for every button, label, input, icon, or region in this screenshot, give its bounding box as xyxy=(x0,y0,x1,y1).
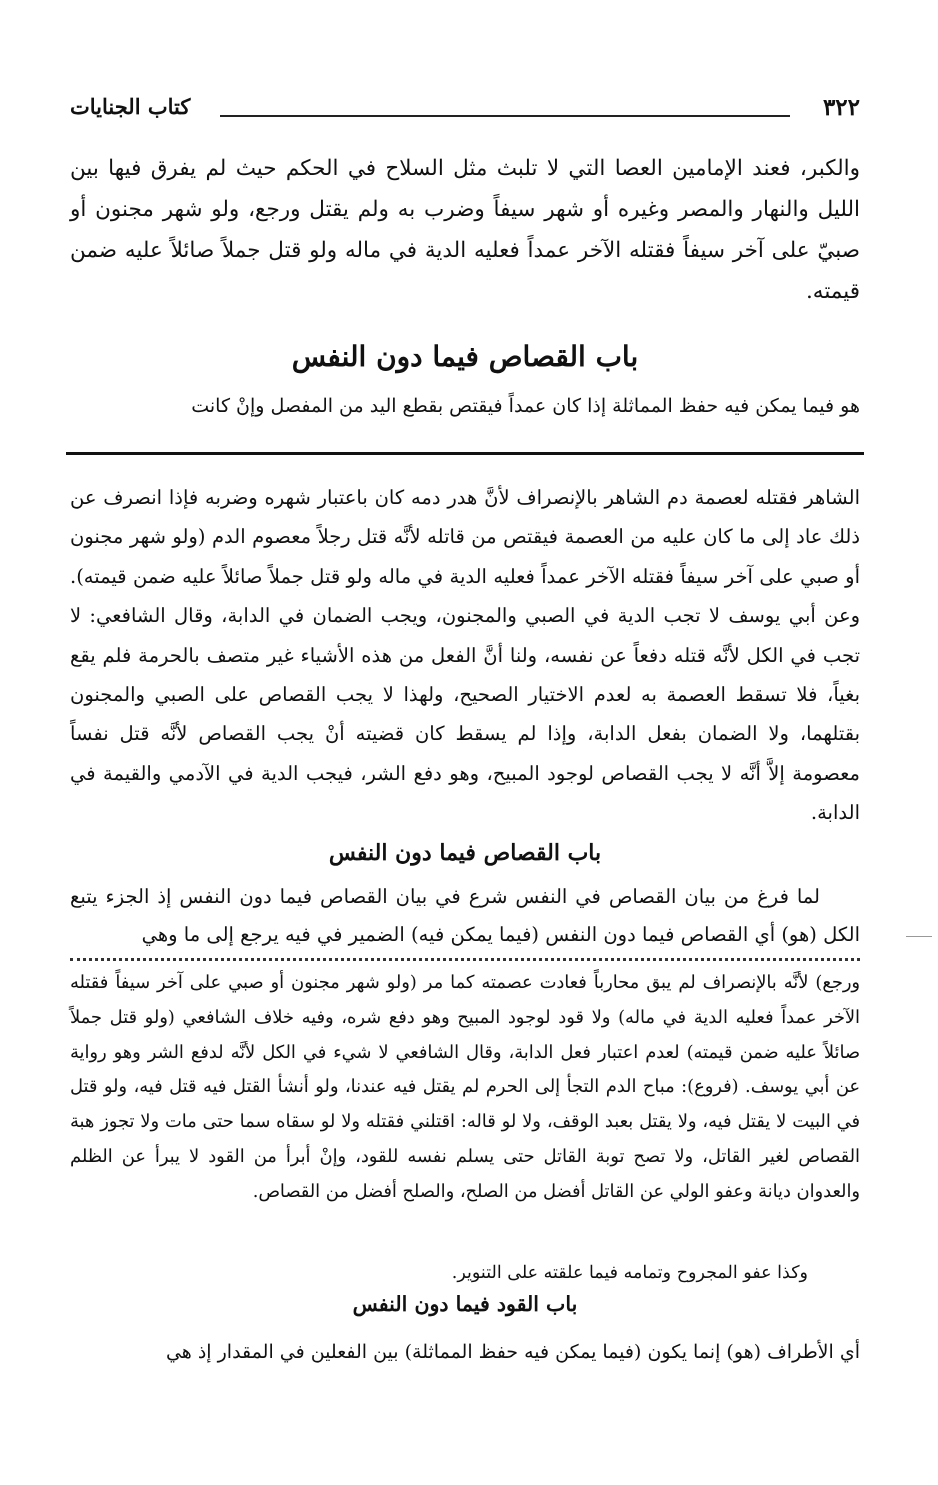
matn-text-continued xyxy=(70,388,860,424)
matn-paragraph: هو فيما يمكن فيه حفظ المماثلة إذا كان عمداً فيقتص بقطع اليد من المفصل وإنْ كانت xyxy=(191,395,860,417)
dotted-divider xyxy=(70,958,860,961)
gloss-text xyxy=(70,966,860,1210)
gloss-paragraph: أي الأطراف (هو) إنما يكون (فيما يمكن فيه حفظ المماثلة) بين الفعلين في المقدار إذ هي xyxy=(165,1341,860,1363)
matn-chapter-heading: باب القصاص فيما دون النفس xyxy=(291,340,639,373)
matn-text xyxy=(70,148,860,312)
gloss-paragraph: ورجع) لأنَّه بالإنصراف لم يبق محارباً فعادت عصمته كما مر (ولو شهر مجنون أو صبي على آخر سيفاً فقتله الآخر عمداً فعليه الدية في ماله) ولا قود لوجود المبيح وهو دفع شره، وفيه خلاف الشافعي (ولو قتل جملاً صائلاً عليه ضمن قيمته) لعدم اعتبار فعل الدابة، وقال الشافعي لا شيء في الكل لأنَّه لدفع الشر وهو رواية عن أبي يوسف. (فروع): مباح الدم التجأ إلى الحرم لم يقتل فيه عندنا، ولو أنشأ القتل فيه قتل فيه، ولو قتل في البيت لا يقتل فيه، ولا يقتل بعبد الوقف، ولا لو قاله: اقتلني فقتله ولا لو سقاه سما حتى مات ولا تجوز هبة القصاص لغير القاتل، ولا تصح توبة القاتل حتى يسلم نفسه للقود، وإنْ أبرأ من القود لا يبرأ عن الظلم والعدوان ديانة وعفو الولي عن القاتل أفضل من الصلح، والصلح أفضل من القصاص. xyxy=(70,972,860,1202)
commentary-paragraph: لما فرغ من بيان القصاص في النفس شرع في بيان القصاص فيما دون النفس إذ الجزء يتبع الكل (هو) أي القصاص فيما دون النفس (فيما يمكن فيه) الضمير في فيه يرجع إلى ما وهي xyxy=(70,885,860,946)
page-header xyxy=(70,94,860,130)
margin-mark xyxy=(906,936,932,937)
section-divider xyxy=(66,452,864,455)
running-title: كتاب الجنايات xyxy=(70,94,191,119)
commentary-text xyxy=(70,478,860,833)
header-rule xyxy=(220,115,790,117)
gloss-text-continued xyxy=(70,1334,860,1370)
matn-paragraph: والكبر، فعند الإمامين العصا التي لا تلبث مثل السلاح في الحكم حيث لم يفرق فيها بين الليل والنهار والمصر وغيره أو شهر سيفاً وضرب به ولم يقتل ورجع، ولو شهر مجنون أو صبيّ على آخر سيفاً فقتله الآخر عمداً فعليه الدية في ماله ولو قتل جملاً صائلاً عليه ضمن قيمته. xyxy=(70,156,860,304)
commentary-chapter-heading: باب القصاص فيما دون النفس xyxy=(328,840,602,866)
commentary-paragraph: الشاهر فقتله لعصمة دم الشاهر بالإنصراف لأنَّ هدر دمه كان باعتبار شهره وضربه فإذا انصرف عن ذلك عاد إلى ما كان عليه من العصمة فيقتص من قاتله لأنَّه قتل رجلاً معصوم الدم (ولو شهر مجنون أو صبي على آخر سيفاً فقتله الآخر عمداً فعليه الدية في ماله ولو قتل جملاً صائلاً عليه ضمن قيمته). وعن أبي يوسف لا تجب الدية في الصبي والمجنون، ويجب الضمان في الدابة، وقال الشافعي: لا تجب في الكل لأنَّه قتله دفعاً عن نفسه، ولنا أنَّ الفعل من هذه الأشياء غير متصف بالحرمة فلم يقع بغياً، فلا تسقط العصمة به لعدم الاختيار الصحيح، ولهذا لا يجب القصاص على الصبي والمجنون بقتلهما، ولا الضمان بفعل الدابة، وإذا لم يسقط كان قضيته أنْ يجب القصاص لأنَّه قتل نفساً معصومة إلاَّ أنَّه لا يجب القصاص لوجود المبيح، وهو دفع الشر، فيجب الدية في الآدمي والقيمة في الدابة. xyxy=(70,486,860,825)
commentary-text-continued xyxy=(70,878,860,954)
page-number: ٣٢٢ xyxy=(822,94,860,121)
gloss-closing-line: وكذا عفو المجروح وتمامه فيما علقته على التنوير. xyxy=(451,1263,808,1283)
gloss-chapter-heading: باب القود فيما دون النفس xyxy=(352,1292,578,1316)
